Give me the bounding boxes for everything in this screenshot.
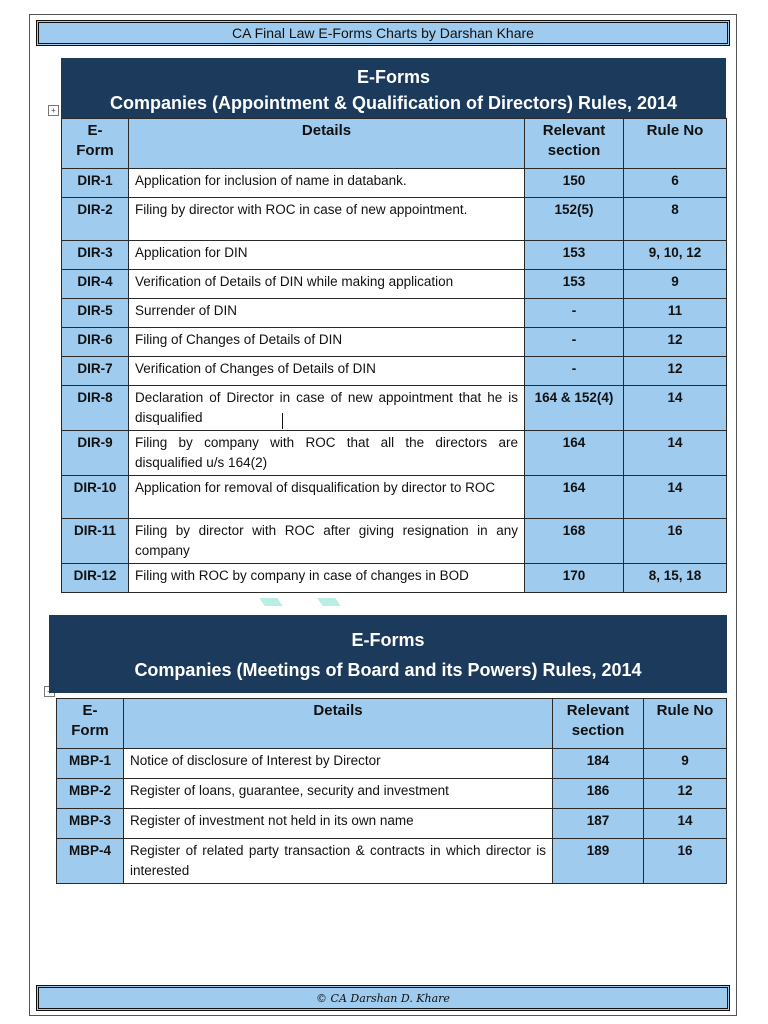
form-details: Filing by company with ROC that all the directors are disqualified u/s 164(2)	[129, 431, 525, 476]
form-code: DIR-9	[62, 431, 129, 476]
header-rule: Rule No	[624, 119, 727, 169]
form-details: Application for DIN	[129, 241, 525, 270]
table-row	[62, 357, 727, 386]
relevant-section: 186	[553, 779, 644, 809]
table-row	[62, 270, 727, 299]
rule-no: 12	[624, 328, 727, 357]
section-title-directors	[61, 58, 726, 118]
relevant-section: -	[525, 299, 624, 328]
form-details: Notice of disclosure of Interest by Director	[124, 749, 553, 779]
table-row	[57, 749, 727, 779]
form-details: Filing with ROC by company in case of changes in BOD	[129, 564, 525, 593]
header-section-line2: section	[571, 722, 625, 739]
form-code: MBP-1	[57, 749, 124, 779]
form-details: Verification of Details of DIN while making application	[129, 270, 525, 299]
rule-no: 9	[624, 270, 727, 299]
table-row	[62, 328, 727, 357]
relevant-section: -	[525, 357, 624, 386]
form-details: Verification of Changes of Details of DIN	[129, 357, 525, 386]
header-eform-line2: Form	[71, 722, 109, 739]
rule-no: 14	[644, 809, 727, 839]
table-row	[57, 779, 727, 809]
table-row	[62, 241, 727, 270]
form-details: Filing by director with ROC in case of new appointment.	[129, 198, 525, 241]
rule-no: 6	[624, 169, 727, 198]
section-subheading: Companies (Meetings of Board and its Powers) Rules, 2014	[134, 660, 642, 680]
form-code: DIR-2	[62, 198, 129, 241]
table-row	[62, 198, 727, 241]
table-row	[62, 476, 727, 519]
form-details: Application for inclusion of name in databank.	[129, 169, 525, 198]
section-heading: E-Forms	[356, 67, 430, 87]
eforms-table-directors	[61, 118, 727, 593]
header-section-line1: Relevant	[566, 702, 630, 719]
form-code: MBP-2	[57, 779, 124, 809]
form-details: Declaration of Director in case of new appointment that he is disqualified	[129, 386, 525, 431]
rule-no: 12	[624, 357, 727, 386]
relevant-section: 170	[525, 564, 624, 593]
header-eform-line2: Form	[76, 142, 114, 159]
header-section	[525, 119, 624, 169]
form-code: MBP-3	[57, 809, 124, 839]
section-heading: E-Forms	[351, 630, 425, 650]
header-section-line1: Relevant	[542, 122, 606, 139]
relevant-section: 187	[553, 809, 644, 839]
header-eform-line1: E-	[87, 122, 103, 139]
relevant-section: 164	[525, 431, 624, 476]
form-code: DIR-4	[62, 270, 129, 299]
form-code: DIR-12	[62, 564, 129, 593]
form-code: DIR-10	[62, 476, 129, 519]
relevant-section: 150	[525, 169, 624, 198]
header-title: CA Final Law E-Forms Charts by Darshan Khare	[232, 25, 534, 41]
relevant-section: 184	[553, 749, 644, 779]
table-row	[62, 431, 727, 476]
table-header-row	[62, 119, 727, 169]
header-details: Details	[124, 699, 553, 749]
relevant-section: 189	[553, 839, 644, 884]
relevant-section: 153	[525, 270, 624, 299]
form-details: Filing by director with ROC after giving resignation in any company	[129, 519, 525, 564]
rule-no: 16	[644, 839, 727, 884]
footer-copyright: © CA Darshan D. Khare	[316, 991, 450, 1005]
footer-banner	[36, 985, 730, 1011]
rule-no: 9, 10, 12	[624, 241, 727, 270]
rule-no: 16	[624, 519, 727, 564]
form-code: DIR-5	[62, 299, 129, 328]
table-row	[57, 839, 727, 884]
table-row	[62, 519, 727, 564]
form-details: Register of investment not held in its own name	[124, 809, 553, 839]
rule-no: 14	[624, 431, 727, 476]
form-code: MBP-4	[57, 839, 124, 884]
form-code: DIR-1	[62, 169, 129, 198]
rule-no: 8	[624, 198, 727, 241]
section-title-board-meetings	[49, 615, 727, 693]
form-code: DIR-6	[62, 328, 129, 357]
header-eform	[57, 699, 124, 749]
form-details: Surrender of DIN	[129, 299, 525, 328]
form-details: Filing of Changes of Details of DIN	[129, 328, 525, 357]
relevant-section: 152(5)	[525, 198, 624, 241]
form-details: Register of loans, guarantee, security and investment	[124, 779, 553, 809]
relevant-section: 168	[525, 519, 624, 564]
table-header-row	[57, 699, 727, 749]
table-move-handle-icon[interactable]: +	[48, 105, 59, 116]
form-details: Register of related party transaction & contracts in which director is interested	[124, 839, 553, 884]
text-cursor	[282, 413, 283, 429]
table-row	[62, 564, 727, 593]
eforms-table-board-meetings	[56, 698, 727, 884]
relevant-section: 153	[525, 241, 624, 270]
table-row	[62, 299, 727, 328]
header-banner	[36, 20, 730, 46]
header-eform	[62, 119, 129, 169]
header-eform-line1: E-	[82, 702, 98, 719]
rule-no: 14	[624, 476, 727, 519]
table-row	[62, 169, 727, 198]
header-section-line2: section	[547, 142, 601, 159]
form-code: DIR-3	[62, 241, 129, 270]
form-code: DIR-8	[62, 386, 129, 431]
rule-no: 11	[624, 299, 727, 328]
rule-no: 12	[644, 779, 727, 809]
table-row	[57, 809, 727, 839]
relevant-section: -	[525, 328, 624, 357]
form-code: DIR-11	[62, 519, 129, 564]
relevant-section: 164 & 152(4)	[525, 386, 624, 431]
header-rule: Rule No	[644, 699, 727, 749]
form-code: DIR-7	[62, 357, 129, 386]
rule-no: 14	[624, 386, 727, 431]
rule-no: 9	[644, 749, 727, 779]
rule-no: 8, 15, 18	[624, 564, 727, 593]
header-section	[553, 699, 644, 749]
table-row	[62, 386, 727, 431]
section-subheading: Companies (Appointment & Qualification of Directors) Rules, 2014	[109, 93, 678, 113]
header-details: Details	[129, 119, 525, 169]
relevant-section: 164	[525, 476, 624, 519]
form-details: Application for removal of disqualification by director to ROC	[129, 476, 525, 519]
